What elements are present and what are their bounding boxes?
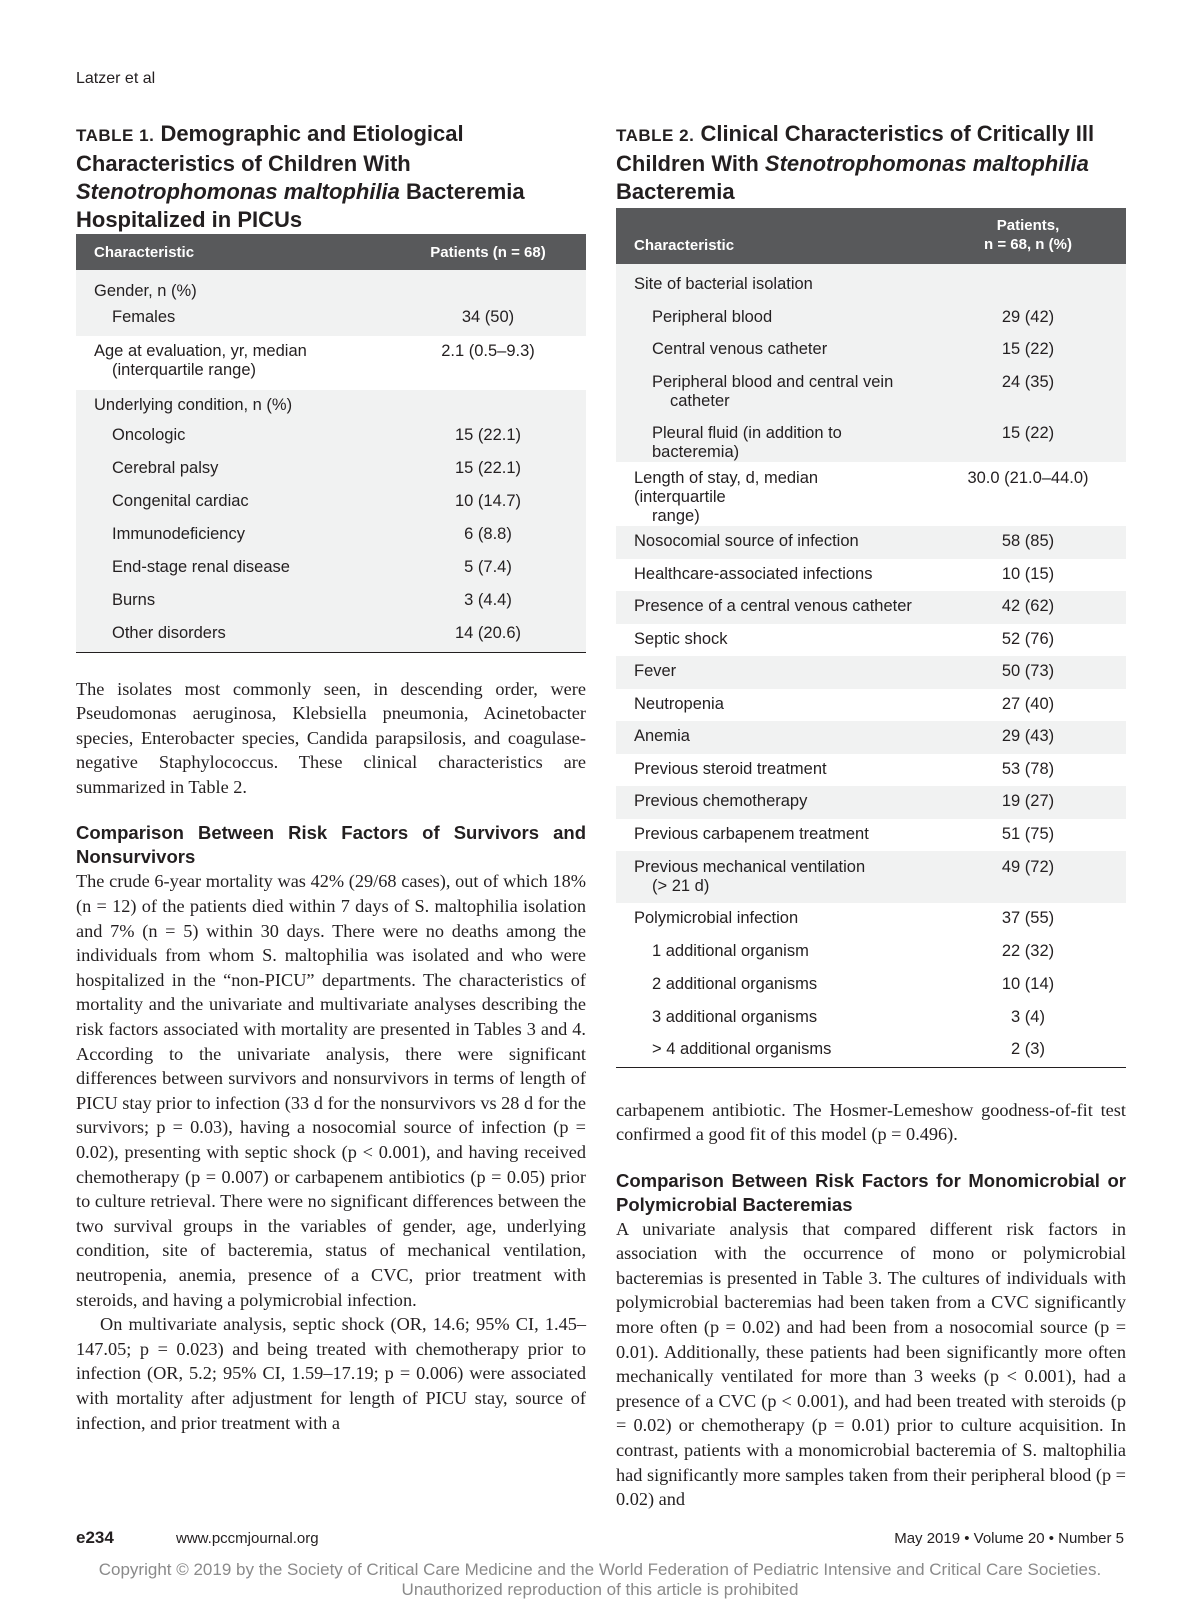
- row-value: [390, 390, 586, 420]
- right-body-text: [616, 1098, 1126, 1512]
- row-label: Healthcare-associated infections: [634, 565, 873, 583]
- table-row: [76, 552, 586, 585]
- section-heading: Comparison Between Risk Factors for Monomicrobial or Polymicrobial Bacteremias: [616, 1169, 1126, 1215]
- row-label: [76, 336, 390, 390]
- row-value: 52 (76): [1001, 630, 1055, 648]
- row-label: Oncologic: [76, 420, 390, 453]
- row-label: Burns: [76, 585, 390, 618]
- paragraph: The crude 6-year mortality was 42% (29/68 cases), out of which 18% (n = 12) of the patients died within 7 days of S. maltophilia isolation and 7% (n = 5) within 30 days. There were no deaths among the individuals from whom S. maltophilia was isolated and who were hospitalized in the “non-PICU” departments. The characteristics of mortality and the univariate and multivariate analyses describing the risk factors associated with mortality are presented in Tables 3 and 4. According to the univariate analysis, there were significant differences between survivors and nonsurvivors in terms of length of PICU stay prior to infection (33 d for the nonsurvivors vs 28 d for the survivors; p = 0.03), having a nosocomial source of infection (p = 0.02), presenting with septic shock (p < 0.001), and having received chemotherapy (p = 0.007) or carbapenem antibiotics (p = 0.05) prior to culture retrieval. There were no significant differences between the two survival groups in the variables of gender, age, underlying condition, site of bacteremia, status of mechanical ventilation, neutropenia, anemia, presence of a CVC, prior treatment with steroids, and having a polymicrobial infection.: [76, 871, 586, 1310]
- table-row: [616, 559, 1126, 591]
- table1-title: [76, 120, 586, 232]
- table2-label: TABLE 2.: [616, 126, 695, 145]
- journal-url: www.pccmjournal.org: [176, 1530, 319, 1547]
- table2: [616, 208, 1126, 1068]
- paragraph: On multivariate analysis, septic shock (OR, 14.6; 95% CI, 1.45–147.05; p = 0.023) and being treated with chemotherapy prior to infection (OR, 5.2; 95% CI, 1.59–17.19; p = 0.006) were associated with mortality after adjustment for length of PICU stay, source of infection, and prior treatment with a: [76, 1314, 586, 1433]
- row-label: Peripheral blood: [616, 300, 930, 333]
- paragraph: The isolates most commonly seen, in descending order, were Pseudomonas aeruginosa, Klebsiella pneumonia, Acinetobacter species, Enterobacter species, Candida parapsilosis, and coagulase-negative Staphylococcus. These clinical characteristics are summarized in Table 2.: [76, 678, 586, 797]
- running-head: Latzer et al: [76, 70, 156, 87]
- row-value: 53 (78): [1001, 760, 1055, 778]
- row-label-line2: catheter: [670, 392, 730, 410]
- row-value: 51 (75): [1001, 825, 1055, 843]
- row-value: 27 (40): [1001, 695, 1055, 713]
- table2-title-italic: Stenotrophomonas maltophilia: [764, 151, 1089, 176]
- table2-title: [616, 120, 1126, 204]
- row-value: 24 (35): [930, 366, 1126, 418]
- table-row: [76, 390, 586, 420]
- row-value: 10 (14.7): [390, 486, 586, 519]
- table-row: [76, 519, 586, 552]
- table-row: [616, 1035, 1126, 1067]
- table-row: [616, 1002, 1126, 1035]
- left-column: [76, 120, 586, 1435]
- copyright-line2: Unauthorized reproduction of this article is prohibited: [401, 1580, 799, 1599]
- table-row: [616, 591, 1126, 624]
- row-value: 15 (22): [930, 333, 1126, 366]
- row-label: Previous carbapenem treatment: [634, 825, 869, 843]
- table2-header-patients-line2: n = 68, n (%): [984, 236, 1072, 253]
- row-label: 3 additional organisms: [652, 1008, 818, 1026]
- table-row: [616, 969, 1126, 1002]
- table-row: [76, 304, 586, 336]
- table-row: [616, 851, 1126, 903]
- table2-title-text-end: Bacteremia: [616, 179, 735, 204]
- row-label: > 4 additional organisms: [616, 1035, 930, 1067]
- row-label: Underlying condition, n (%): [76, 390, 390, 420]
- row-value: 6 (8.8): [390, 519, 586, 552]
- table-row: [616, 418, 1126, 462]
- row-label: Congenital cardiac: [76, 486, 390, 519]
- left-body-text: [76, 677, 586, 1436]
- page-number: e234: [76, 1528, 114, 1547]
- row-value: 15 (22.1): [390, 453, 586, 486]
- row-label: Pleural fluid (in addition to bacteremia): [616, 418, 930, 462]
- paragraph: carbapenem antibiotic. The Hosmer-Lemeshow goodness-of-fit test confirmed a good fit of this model (p = 0.496).: [616, 1099, 1126, 1145]
- table-row: [76, 486, 586, 519]
- table-row: [616, 526, 1126, 559]
- row-label: Previous chemotherapy: [616, 786, 930, 819]
- row-label: Cerebral palsy: [76, 453, 390, 486]
- row-value: 2 (3): [930, 1035, 1126, 1067]
- row-label: Females: [76, 304, 390, 336]
- row-label-line1: Previous mechanical ventilation: [634, 858, 866, 876]
- copyright-line1: Copyright © 2019 by the Society of Critical Care Medicine and the World Federation of Pediatric Intensive and Critical Care Societies.: [98, 1560, 1102, 1579]
- row-label: Anemia: [616, 721, 930, 754]
- row-value: 19 (27): [930, 786, 1126, 819]
- row-value: 15 (22.1): [390, 420, 586, 453]
- table-row: [616, 689, 1126, 721]
- row-value: 37 (55): [1001, 909, 1055, 927]
- table-row: [616, 936, 1126, 969]
- row-label: [616, 462, 930, 526]
- row-label: Fever: [616, 656, 930, 689]
- row-label-line2: range): [652, 507, 700, 525]
- row-value: 49 (72): [930, 851, 1126, 903]
- row-label: Previous steroid treatment: [634, 760, 827, 778]
- row-label: Presence of a central venous catheter: [616, 591, 930, 624]
- table2-header-characteristic: Characteristic: [616, 208, 930, 264]
- row-value: 58 (85): [930, 526, 1126, 559]
- row-label: Nosocomial source of infection: [616, 526, 930, 559]
- row-label: Immunodeficiency: [76, 519, 390, 552]
- row-label-line2: (> 21 d): [652, 877, 710, 895]
- row-value: [390, 270, 586, 304]
- table-row: [76, 453, 586, 486]
- table-row: [76, 420, 586, 453]
- row-label: 1 additional organism: [652, 942, 809, 960]
- row-label: [616, 366, 930, 418]
- row-value: 22 (32): [1001, 942, 1055, 960]
- table-row: [76, 270, 586, 304]
- row-label-line1: Peripheral blood and central vein: [652, 373, 894, 391]
- row-label: Gender, n (%): [76, 270, 390, 304]
- row-label: Polymicrobial infection: [634, 909, 799, 927]
- row-value: 10 (14): [1001, 975, 1055, 993]
- row-value: 30.0 (21.0–44.0): [967, 469, 1089, 487]
- table1: [76, 234, 586, 653]
- row-value: 50 (73): [930, 656, 1126, 689]
- table-row: [76, 618, 586, 652]
- row-value: 15 (22): [930, 418, 1126, 462]
- table2-title-text: Clinical Characteristics of Critically Ill Children With: [616, 121, 1095, 176]
- row-value: 2.1 (0.5–9.3): [441, 342, 535, 360]
- row-label-line2: (interquartile range): [112, 361, 256, 379]
- row-value: 3 (4): [1011, 1008, 1045, 1026]
- table-row: [616, 333, 1126, 366]
- row-value: 5 (7.4): [390, 552, 586, 585]
- paragraph: A univariate analysis that compared different risk factors in association with the occurrence of mono or polymicrobial bacteremias is presented in Table 3. The cultures of individuals with polymicrobial bacteremias had been taken from a CVC significantly more often (p = 0.02) and had been from a nosocomial source (p = 0.01). Additionally, these patients had been significantly more often mechanically ventilated for more than 3 weeks (p < 0.001), had a presence of a CVC (p < 0.001), and had been treated with steroids (p = 0.02) or chemotherapy (p = 0.01) prior to culture acquisition. In contrast, patients with a monomicrobial bacteremia of S. maltophilia had significantly more samples taken from their peripheral blood (p = 0.02) and: [616, 1218, 1126, 1510]
- table-row: [616, 903, 1126, 936]
- row-value: 14 (20.6): [390, 618, 586, 652]
- table-row: [76, 585, 586, 618]
- row-label: [616, 851, 930, 903]
- table1-title-text: Demographic and Etiological Characteristics of Children With: [76, 121, 464, 176]
- row-label: Central venous catheter: [616, 333, 930, 366]
- table-row: [616, 819, 1126, 851]
- table-row: [616, 300, 1126, 333]
- table1-header-characteristic: Characteristic: [76, 234, 390, 270]
- table-row: [616, 656, 1126, 689]
- row-label: 2 additional organisms: [652, 975, 818, 993]
- section-heading: Comparison Between Risk Factors of Survivors and Nonsurvivors: [76, 822, 586, 868]
- row-label: Site of bacterial isolation: [616, 264, 930, 300]
- row-label: Other disorders: [76, 618, 390, 652]
- table2-header-patients: [930, 208, 1126, 264]
- table-row: [616, 264, 1126, 300]
- table-row: [616, 786, 1126, 819]
- row-value: 3 (4.4): [390, 585, 586, 618]
- row-value: 10 (15): [1001, 565, 1055, 583]
- row-label: End-stage renal disease: [76, 552, 390, 585]
- table-row: [616, 366, 1126, 418]
- table1-title-italic: Stenotrophomonas maltophilia: [76, 179, 400, 204]
- table1-label: TABLE 1.: [76, 126, 155, 145]
- table-row: [616, 624, 1126, 656]
- row-value: 29 (42): [930, 300, 1126, 333]
- table-row: [616, 754, 1126, 786]
- right-column: [616, 120, 1126, 1512]
- table-row: [616, 462, 1126, 526]
- table-row: [76, 336, 586, 390]
- table2-header-patients-line1: Patients,: [996, 217, 1060, 234]
- row-label: Septic shock: [634, 630, 728, 648]
- table1-title-text-end: Bacteremia Hospitalized in PICUs: [76, 179, 525, 232]
- table1-header-patients: Patients (n = 68): [390, 234, 586, 270]
- row-label-line1: Age at evaluation, yr, median: [94, 342, 307, 360]
- row-value: 42 (62): [930, 591, 1126, 624]
- row-value: 29 (43): [930, 721, 1126, 754]
- issue-info: May 2019 • Volume 20 • Number 5: [894, 1530, 1124, 1547]
- row-value: 34 (50): [390, 304, 586, 336]
- row-label-line1: Length of stay, d, median (interquartile: [634, 469, 819, 506]
- row-value: [930, 264, 1126, 300]
- row-label: Neutropenia: [634, 695, 724, 713]
- table-row: [616, 721, 1126, 754]
